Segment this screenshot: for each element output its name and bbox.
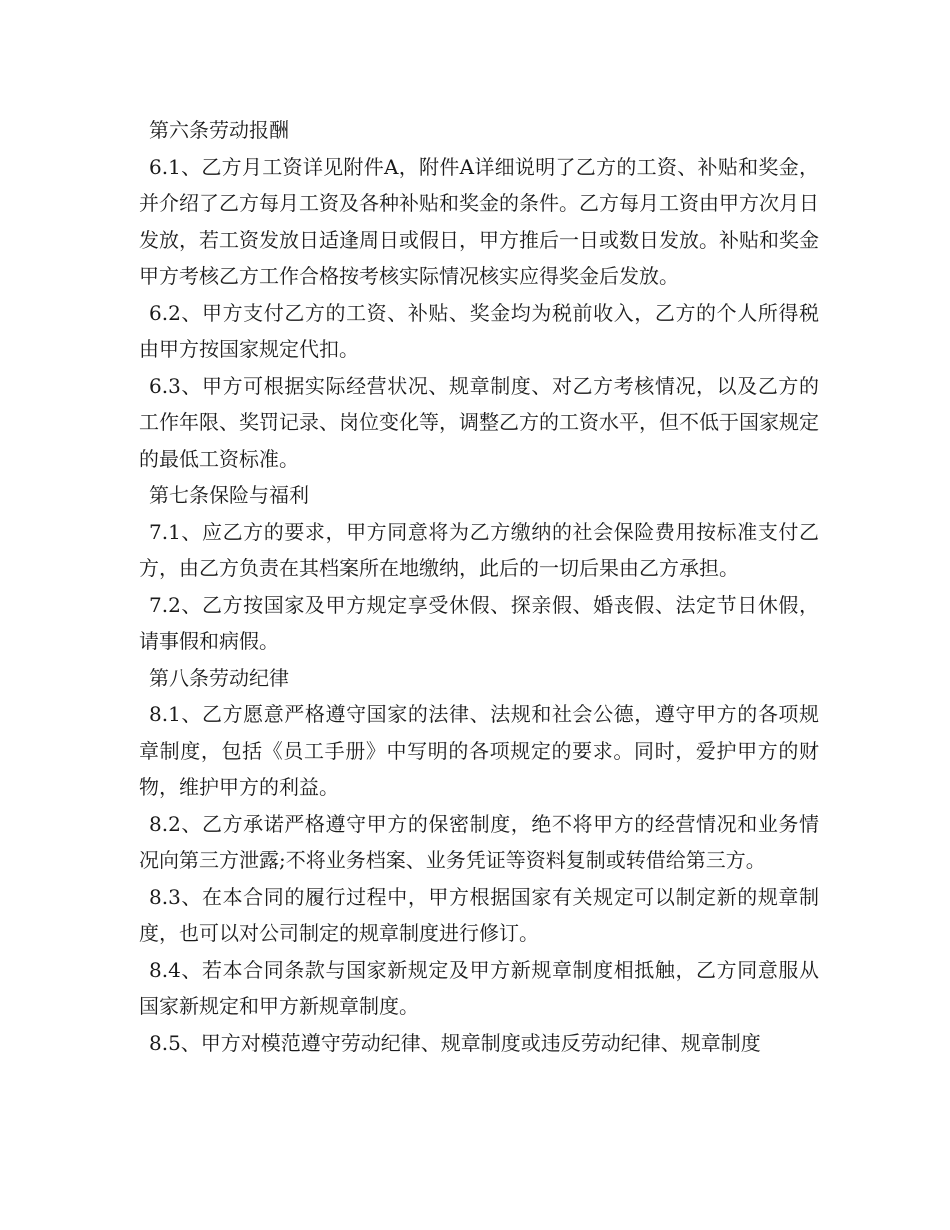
section-heading-7: 第七条保险与福利	[149, 483, 309, 507]
clause-6-3: 6.3、甲方可根据实际经营状况、规章制度、对乙方考核情况，以及乙方的工作年限、奖罚记录、岗位变化等，调整乙方的工资水平，但不低于国家规定的最低工资标准。	[139, 373, 819, 471]
document-body	[139, 112, 819, 1061]
clause-8-4: 8.4、若本合同条款与国家新规定及甲方新规章制度相抵触，乙方同意服从国家新规定和甲方新规章制度。	[139, 957, 819, 1018]
clause-6-2: 6.2、甲方支付乙方的工资、补贴、奖金均为税前收入，乙方的个人所得税由甲方按国家规定代扣。	[139, 300, 819, 361]
clause-7-1: 7.1、应乙方的要求，甲方同意将为乙方缴纳的社会保险费用按标准支付乙方，由乙方负责在其档案所在地缴纳，此后的一切后果由乙方承担。	[139, 519, 819, 580]
clause-8-2: 8.2、乙方承诺严格遵守甲方的保密制度，绝不将甲方的经营情况和业务情况向第三方泄露;不将业务档案、业务凭证等资料复制或转借给第三方。	[139, 811, 819, 872]
clause-7-2: 7.2、乙方按国家及甲方规定享受休假、探亲假、婚丧假、法定节日休假，请事假和病假。	[139, 592, 819, 653]
section-heading-8: 第八条劳动纪律	[149, 665, 289, 690]
clause-8-3: 8.3、在本合同的履行过程中，甲方根据国家有关规定可以制定新的规章制度，也可以对公司制定的规章制度进行修订。	[139, 884, 819, 945]
clause-8-1: 8.1、乙方愿意严格遵守国家的法律、法规和社会公德，遵守甲方的各项规章制度，包括《员工手册》中写明的各项规定的要求。同时，爱护甲方的财物，维护甲方的利益。	[139, 702, 819, 799]
section-heading-6: 第六条劳动报酬	[149, 118, 289, 142]
clause-6-1: 6.1、乙方月工资详见附件A，附件A详细说明了乙方的工资、补贴和奖金，并介绍了乙方每月工资及各种补贴和奖金的条件。乙方每月工资由甲方次月日发放，若工资发放日适逢周日或假日，甲方推后一日或数日发放。补贴和奖金甲方考核乙方工作合格按考核实际情况核实应得奖金后发放。	[139, 154, 819, 288]
clause-8-5: 8.5、甲方对模范遵守劳动纪律、规章制度或违反劳动纪律、规章制度	[149, 1030, 761, 1055]
